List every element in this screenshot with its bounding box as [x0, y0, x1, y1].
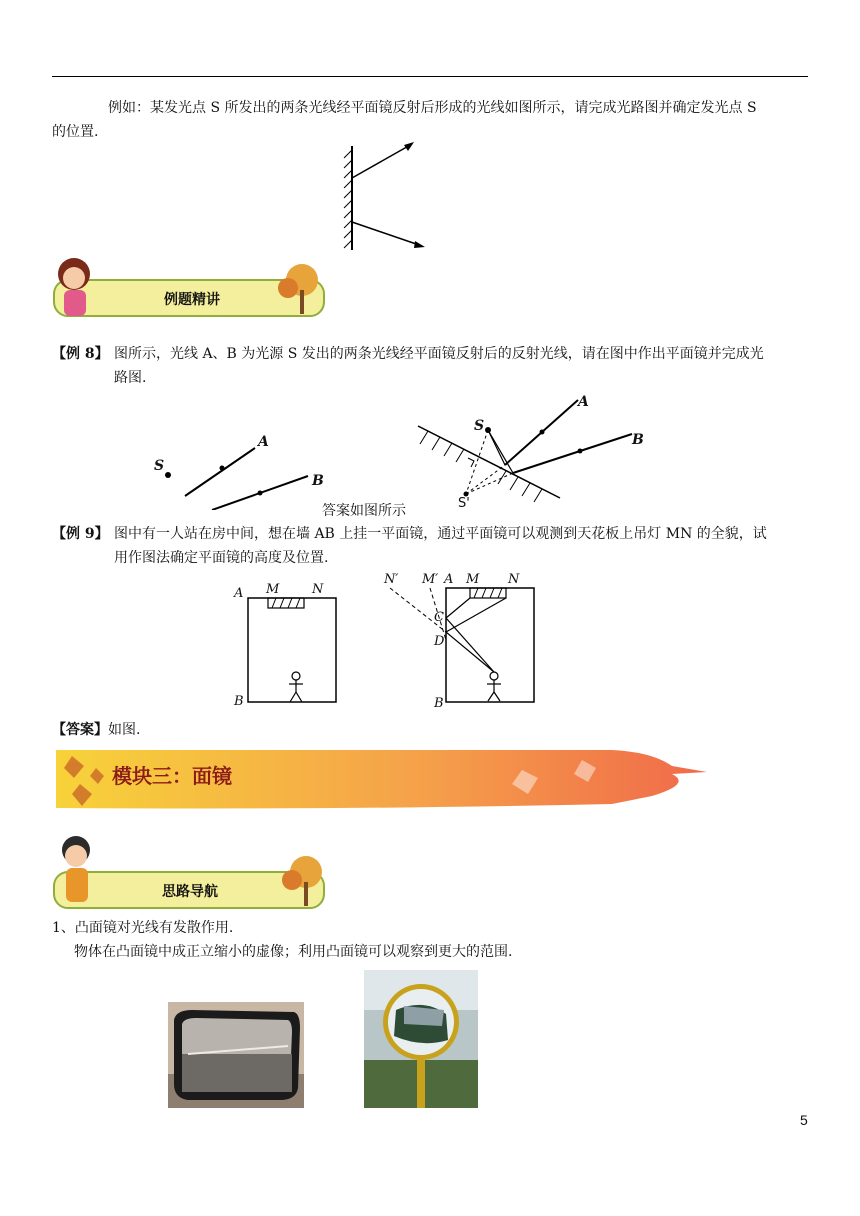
- ex8-line-2: 路图.: [114, 370, 147, 386]
- ex9-right-label-n: N: [508, 572, 520, 587]
- examples-banner-label: 例题精讲: [164, 292, 220, 308]
- guide-banner-label: 思路导航: [162, 884, 218, 900]
- answer-text: 如图.: [108, 722, 141, 738]
- ex9-tag: 【例 9】: [52, 526, 109, 542]
- intro-line-2: 的位置.: [52, 124, 99, 140]
- ex8-figure-right: [410, 390, 650, 510]
- guide-banner: [40, 828, 332, 914]
- ex8-figure-left: [140, 420, 340, 510]
- ex9-left-label-b: B: [234, 694, 244, 709]
- ex9-right-label-d: D: [434, 634, 445, 649]
- point1-title: 1、凸面镜对光线有发散作用.: [52, 920, 234, 936]
- ex8-tag: 【例 8】: [52, 346, 109, 362]
- ex9-line-2: 用作图法确定平面镜的高度及位置.: [114, 550, 329, 566]
- ex8-right-label-s: S: [474, 418, 485, 434]
- intro-mirror-figure: [330, 138, 440, 258]
- ex8-right-label-a: A: [578, 394, 589, 410]
- ex9-right-label-a: A: [444, 572, 454, 587]
- ex9-right-label-m: M: [466, 572, 480, 587]
- ex8-left-label-a: A: [258, 434, 269, 450]
- ex8-left-label-s: S: [154, 458, 165, 474]
- ex9-left-label-a: A: [234, 586, 244, 601]
- module-banner: [52, 744, 712, 812]
- ex9-right-label-c: C: [434, 610, 444, 625]
- answer-tag: 【答案】: [52, 722, 108, 738]
- ex8-right-label-s-prime: S': [458, 496, 470, 511]
- point1-desc: 物体在凸面镜中成正立缩小的虚像；利用凸面镜可以观察到更大的范围.: [74, 944, 513, 960]
- ex9-figure-right: [380, 580, 540, 708]
- examples-banner: [40, 252, 330, 322]
- ex9-right-label-n-prime: N′: [384, 572, 399, 587]
- module-banner-label: 模块三：面镜: [112, 764, 232, 788]
- ex8-right-label-b: B: [632, 432, 644, 448]
- ex9-line-1: 图中有一人站在房中间，想在墙 AB 上挂一平面镜，通过平面镜可以观测到天花板上吊灯 MN 的全貌，试: [114, 526, 767, 542]
- examples-banner-art: [40, 252, 330, 322]
- ex8-left-label-b: B: [312, 473, 324, 489]
- ex8-caption: 答案如图所示: [322, 503, 406, 519]
- ex9-left-label-m: M: [266, 582, 280, 597]
- header-rule: [52, 76, 808, 77]
- ex8-line-1: 图所示，光线 A、B 为光源 S 发出的两条光线经平面镜反射后的反射光线，请在图中作出平面镜并完成光: [114, 346, 764, 362]
- ex9-left-label-n: N: [312, 582, 324, 597]
- convex-mirror-photo: [364, 970, 478, 1108]
- ex9-right-label-m-prime: M′: [422, 572, 439, 587]
- intro-line-1: 例如：某发光点 S 所发出的两条光线经平面镜反射后形成的光线如图所示，请完成光路图并确定发光点 S: [108, 100, 757, 116]
- answer-line: [52, 718, 140, 742]
- ex9-right-label-b: B: [434, 696, 444, 711]
- guide-banner-art: [40, 828, 332, 914]
- car-mirror-photo: [168, 1002, 304, 1108]
- page-number: 5: [800, 1112, 808, 1128]
- ex9-figure-left: [240, 590, 340, 708]
